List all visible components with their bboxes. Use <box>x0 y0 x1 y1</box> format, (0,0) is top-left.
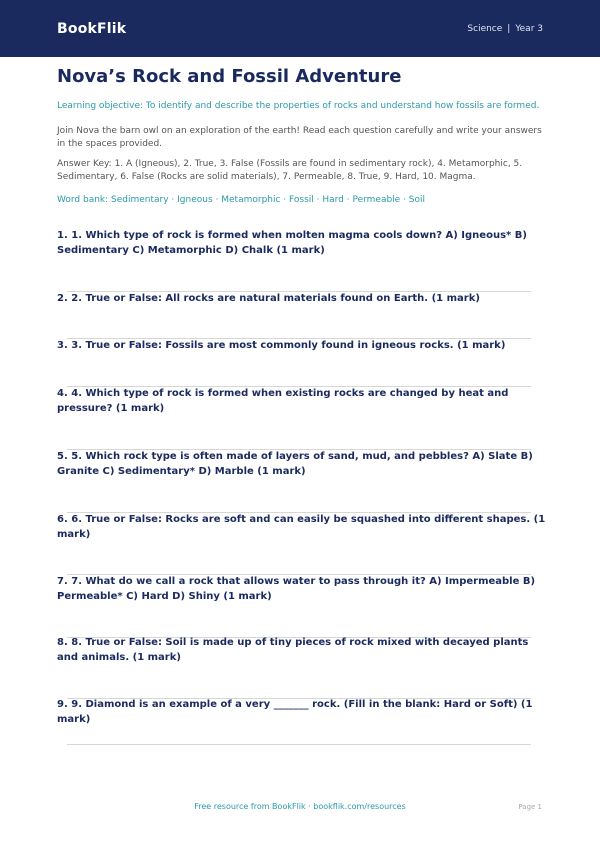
word-bank: Word bank: Sedimentary · Igneous · Metamorphic · Fossil · Hard · Permeable · Soil <box>57 195 426 205</box>
worksheet-intro <box>57 66 543 220</box>
question-8 <box>57 635 547 665</box>
question-text: 2. 2. True or False: All rocks are natural materials found on Earth. (1 mark) <box>57 293 480 304</box>
question-7 <box>57 574 547 604</box>
question-text: 1. 1. Which type of rock is formed when molten magma cools down? A) Igneous* B) Sedimentary C) Metamorphic D) Chalk (1 mark) <box>57 230 527 256</box>
page-title: Nova’s Rock and Fossil Adventure <box>57 66 402 87</box>
breadcrumb <box>467 24 543 34</box>
learning-objective: Learning objective: To identify and describe the properties of rocks and understand how fossils are formed. <box>57 101 540 111</box>
footer <box>0 802 600 814</box>
question-text: 7. 7. What do we call a rock that allows water to pass through it? A) Impermeable B) Permeable* C) Hard D) Shiny (1 mark) <box>57 576 536 602</box>
question-6 <box>57 512 547 542</box>
intro-text: Join Nova the barn owl on an exploration of the earth! Read each question carefully and write your answers in the spaces provided. <box>57 126 542 149</box>
brand-logo-text[interactable]: BookFlik <box>57 20 127 37</box>
question-2 <box>57 291 547 306</box>
footer-resource-link[interactable]: Free resource from BookFlik · bookflik.com/resources <box>194 802 406 811</box>
question-text: 5. 5. Which rock type is often made of layers of sand, mud, and pebbles? A) Slate B) Granite C) Sedimentary* D) Marble (1 mark) <box>57 451 533 477</box>
question-4 <box>57 386 547 416</box>
question-1 <box>57 228 547 258</box>
subject-label: Science <box>467 23 503 34</box>
year-label: Year 3 <box>515 23 543 34</box>
question-text: 9. 9. Diamond is an example of a very _______ rock. (Fill in the blank: Hard or Soft) (1 mark) <box>57 699 533 725</box>
header-bar <box>0 0 600 57</box>
question-text: 6. 6. True or False: Rocks are soft and can easily be squashed into different shapes. (1 mark) <box>57 514 546 540</box>
question-3 <box>57 338 547 353</box>
answer-key: Answer Key: 1. A (Igneous), 2. True, 3. False (Fossils are found in sedimentary rock), 4. Metamorphic, 5. Sedimentary, 6. False (Rocks are solid materials), 7. Permeable, 8. True, 9. Hard, 10. Magma. <box>57 159 523 182</box>
question-text: 8. 8. True or False: Soil is made up of tiny pieces of rock mixed with decayed plants and animals. (1 mark) <box>57 637 529 663</box>
question-text: 4. 4. Which type of rock is formed when existing rocks are changed by heat and pressure? (1 mark) <box>57 388 509 414</box>
answer-line[interactable] <box>67 744 531 745</box>
question-5 <box>57 449 547 479</box>
question-9 <box>57 697 547 727</box>
question-text: 3. 3. True or False: Fossils are most commonly found in igneous rocks. (1 mark) <box>57 340 506 351</box>
breadcrumb-separator: | <box>507 23 511 34</box>
page-number: Page 1 <box>518 803 542 811</box>
